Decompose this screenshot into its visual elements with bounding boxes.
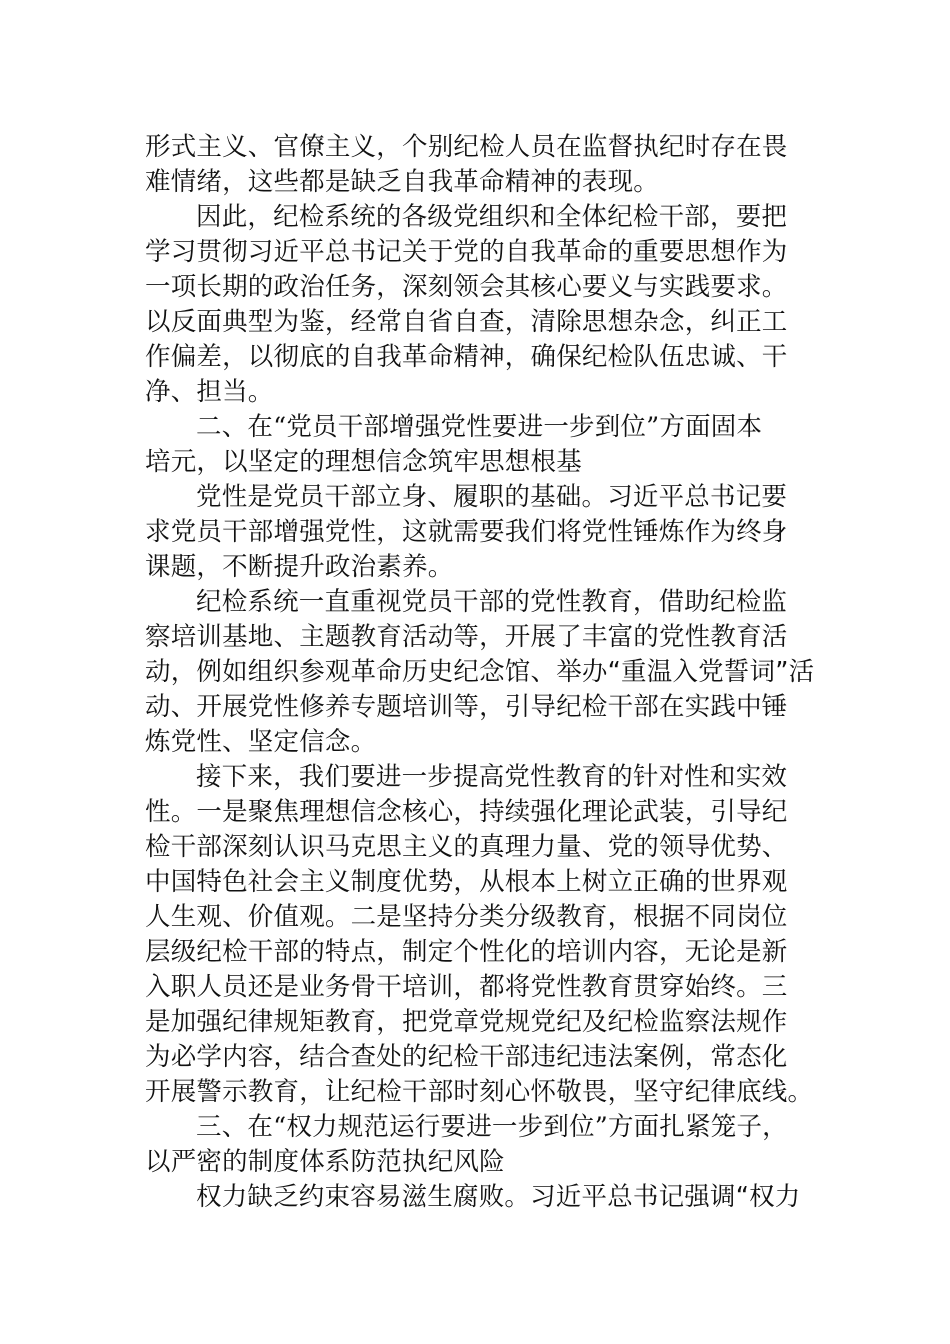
text-line: 中国特色社会主义制度优势，从根本上树立正确的世界观: [145, 867, 788, 897]
text-line: 难情绪，这些都是缺乏自我革命精神的表现。: [145, 167, 660, 197]
text-line: 是加强纪律规矩教育，把党章党规党纪及纪检监察法规作: [145, 1007, 788, 1037]
text-line: 纪检系统一直重视党员干部的党性教育，借助纪检监: [196, 587, 788, 617]
text-line: 动、开展党性修养专题培训等，引导纪检干部在实践中锤: [145, 692, 788, 722]
text-line: 作偏差，以彻底的自我革命精神，确保纪检队伍忠诚、干: [145, 342, 788, 372]
section-heading-line: 二、在“党员干部增强党性要进一步到位”方面固本: [196, 412, 763, 442]
text-line: 一项长期的政治任务，深刻领会其核心要义与实践要求。: [145, 272, 788, 302]
text-line: 炼党性、坚定信念。: [145, 727, 377, 757]
text-line: 学习贯彻习近平总书记关于党的自我革命的重要思想作为: [145, 237, 788, 267]
text-line: 检干部深刻认识马克思主义的真理力量、党的领导优势、: [145, 832, 788, 862]
text-line: 以反面典型为鉴，经常自省自查，清除思想杂念，纠正工: [145, 307, 788, 337]
text-line: 形式主义、官僚主义，个别纪检人员在监督执纪时存在畏: [145, 132, 788, 162]
text-line: 党性是党员干部立身、履职的基础。习近平总书记要: [196, 482, 788, 512]
text-line: 动，例如组织参观革命历史纪念馆、举办“重温入党誓词”活: [145, 657, 815, 687]
text-line: 层级纪检干部的特点，制定个性化的培训内容，无论是新: [145, 937, 788, 967]
section-heading-line: 培元，以坚定的理想信念筑牢思想根基: [145, 447, 582, 477]
text-line: 权力缺乏约束容易滋生腐败。习近平总书记强调“权力: [196, 1182, 801, 1212]
text-line: 接下来，我们要进一步提高党性教育的针对性和实效: [196, 762, 788, 792]
section-heading-line: 三、在“权力规范运行要进一步到位”方面扎紧笼子，: [196, 1112, 788, 1142]
text-line: 开展警示教育，让纪检干部时刻心怀敬畏，坚守纪律底线。: [145, 1077, 814, 1107]
document-body: [145, 130, 815, 1215]
text-line: 性。一是聚焦理想信念核心，持续强化理论武装，引导纪: [145, 797, 788, 827]
section-heading-line: 以严密的制度体系防范执纪风险: [145, 1147, 505, 1177]
text-line: 为必学内容，结合查处的纪检干部违纪违法案例，常态化: [145, 1042, 788, 1072]
text-line: 求党员干部增强党性，这就需要我们将党性锤炼作为终身: [145, 517, 788, 547]
text-line: 入职人员还是业务骨干培训，都将党性教育贯穿始终。三: [145, 972, 788, 1002]
text-line: 察培训基地、主题教育活动等，开展了丰富的党性教育活: [145, 622, 788, 652]
text-line: 课题，不断提升政治素养。: [145, 552, 454, 582]
text-line: 人生观、价值观。二是坚持分类分级教育，根据不同岗位: [145, 902, 788, 932]
text-line: 因此，纪检系统的各级党组织和全体纪检干部，要把: [196, 202, 788, 232]
text-line: 净、担当。: [145, 377, 274, 407]
